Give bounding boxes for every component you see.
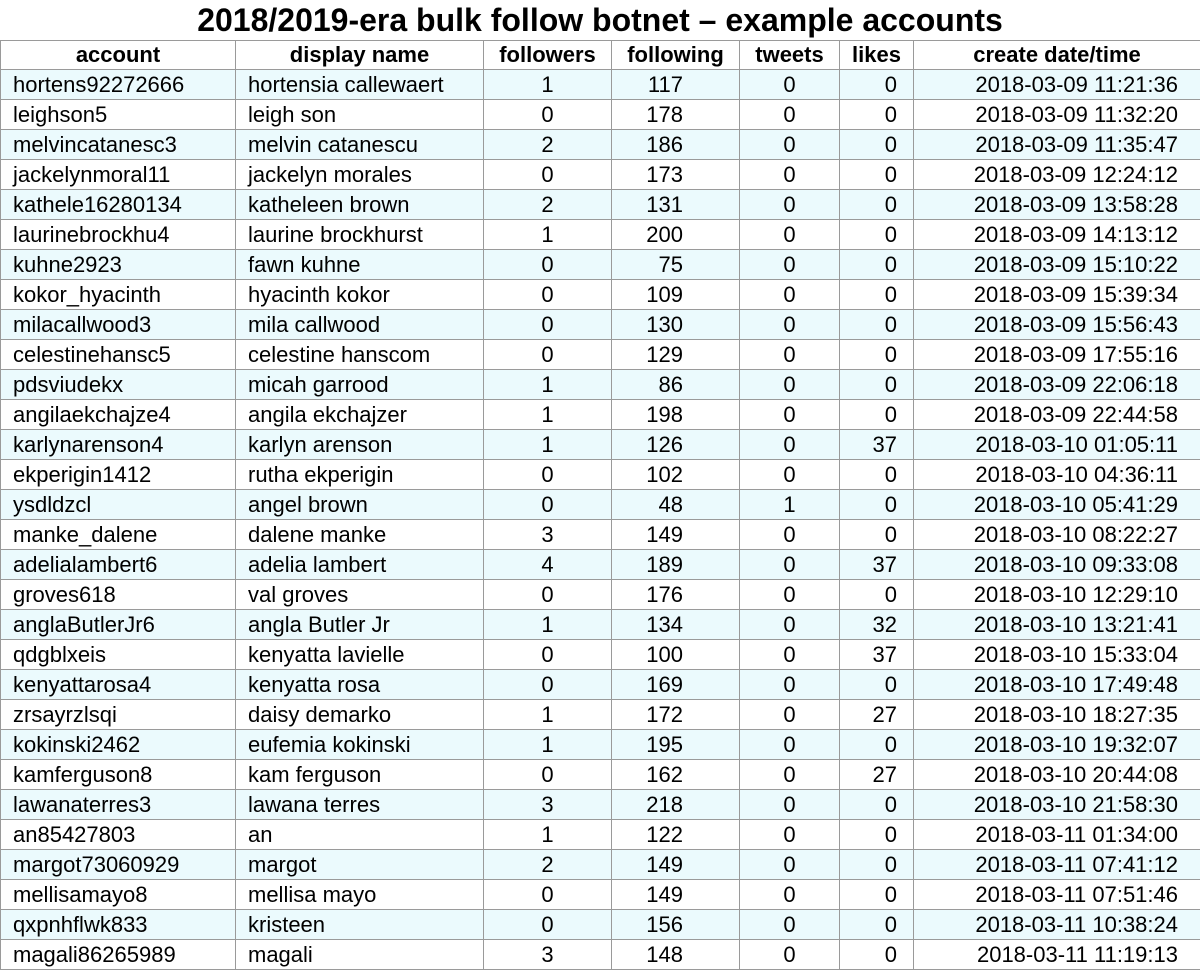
table-row xyxy=(1,190,1200,220)
table-row xyxy=(1,670,1200,700)
cell-likes: 0 xyxy=(840,490,914,520)
cell-likes: 0 xyxy=(840,70,914,100)
cell-followers: 0 xyxy=(484,670,612,700)
cell-likes: 0 xyxy=(840,190,914,220)
cell-account: melvincatanesc3 xyxy=(1,130,236,160)
column-header-display-name: display name xyxy=(236,41,484,70)
cell-create-date: 2018-03-11 01:34:00 xyxy=(914,820,1200,850)
cell-likes: 0 xyxy=(840,520,914,550)
cell-likes: 0 xyxy=(840,850,914,880)
cell-create-date: 2018-03-10 09:33:08 xyxy=(914,550,1200,580)
cell-followers: 0 xyxy=(484,490,612,520)
cell-tweets: 0 xyxy=(740,820,840,850)
column-header-likes: likes xyxy=(840,41,914,70)
table-row xyxy=(1,250,1200,280)
cell-create-date: 2018-03-10 13:21:41 xyxy=(914,610,1200,640)
cell-tweets: 0 xyxy=(740,520,840,550)
table-row xyxy=(1,400,1200,430)
cell-following: 126 xyxy=(612,430,740,460)
cell-display-name: adelia lambert xyxy=(236,550,484,580)
cell-following: 117 xyxy=(612,70,740,100)
cell-account: kathele16280134 xyxy=(1,190,236,220)
cell-likes: 37 xyxy=(840,430,914,460)
cell-account: ekperigin1412 xyxy=(1,460,236,490)
table-row xyxy=(1,280,1200,310)
cell-account: margot73060929 xyxy=(1,850,236,880)
cell-following: 169 xyxy=(612,670,740,700)
table-row xyxy=(1,700,1200,730)
table-row xyxy=(1,550,1200,580)
cell-likes: 0 xyxy=(840,340,914,370)
cell-likes: 0 xyxy=(840,400,914,430)
cell-tweets: 0 xyxy=(740,340,840,370)
cell-likes: 0 xyxy=(840,250,914,280)
table-row xyxy=(1,760,1200,790)
cell-following: 149 xyxy=(612,880,740,910)
cell-tweets: 0 xyxy=(740,220,840,250)
cell-create-date: 2018-03-09 11:21:36 xyxy=(914,70,1200,100)
cell-display-name: kam ferguson xyxy=(236,760,484,790)
cell-tweets: 0 xyxy=(740,280,840,310)
accounts-table xyxy=(0,40,1200,970)
table-row xyxy=(1,160,1200,190)
table-header-row xyxy=(1,41,1200,70)
cell-account: karlynarenson4 xyxy=(1,430,236,460)
cell-account: an85427803 xyxy=(1,820,236,850)
cell-likes: 37 xyxy=(840,550,914,580)
cell-create-date: 2018-03-11 07:51:46 xyxy=(914,880,1200,910)
cell-tweets: 0 xyxy=(740,70,840,100)
cell-create-date: 2018-03-09 15:39:34 xyxy=(914,280,1200,310)
cell-display-name: lawana terres xyxy=(236,790,484,820)
cell-account: qxpnhflwk833 xyxy=(1,910,236,940)
table-row xyxy=(1,580,1200,610)
cell-display-name: hortensia callewaert xyxy=(236,70,484,100)
cell-followers: 0 xyxy=(484,280,612,310)
cell-create-date: 2018-03-09 12:24:12 xyxy=(914,160,1200,190)
cell-following: 218 xyxy=(612,790,740,820)
cell-followers: 1 xyxy=(484,220,612,250)
cell-create-date: 2018-03-10 08:22:27 xyxy=(914,520,1200,550)
table-row xyxy=(1,520,1200,550)
cell-display-name: hyacinth kokor xyxy=(236,280,484,310)
cell-following: 148 xyxy=(612,940,740,970)
cell-followers: 1 xyxy=(484,400,612,430)
cell-tweets: 0 xyxy=(740,910,840,940)
cell-create-date: 2018-03-09 22:44:58 xyxy=(914,400,1200,430)
table-row xyxy=(1,790,1200,820)
table-row xyxy=(1,430,1200,460)
cell-create-date: 2018-03-10 17:49:48 xyxy=(914,670,1200,700)
cell-likes: 0 xyxy=(840,130,914,160)
cell-create-date: 2018-03-09 13:58:28 xyxy=(914,190,1200,220)
table-row xyxy=(1,130,1200,160)
cell-tweets: 0 xyxy=(740,880,840,910)
table-row xyxy=(1,70,1200,100)
cell-account: kokinski2462 xyxy=(1,730,236,760)
cell-likes: 27 xyxy=(840,760,914,790)
cell-following: 198 xyxy=(612,400,740,430)
cell-tweets: 0 xyxy=(740,550,840,580)
cell-followers: 0 xyxy=(484,880,612,910)
cell-likes: 0 xyxy=(840,460,914,490)
cell-following: 178 xyxy=(612,100,740,130)
cell-likes: 0 xyxy=(840,310,914,340)
cell-account: celestinehansc5 xyxy=(1,340,236,370)
cell-likes: 37 xyxy=(840,640,914,670)
column-header-followers: followers xyxy=(484,41,612,70)
page-title: 2018/2019-era bulk follow botnet – example accounts xyxy=(197,2,1003,38)
cell-following: 100 xyxy=(612,640,740,670)
cell-display-name: eufemia kokinski xyxy=(236,730,484,760)
cell-create-date: 2018-03-10 12:29:10 xyxy=(914,580,1200,610)
cell-create-date: 2018-03-11 07:41:12 xyxy=(914,850,1200,880)
cell-display-name: angla Butler Jr xyxy=(236,610,484,640)
cell-account: hortens92272666 xyxy=(1,70,236,100)
cell-tweets: 0 xyxy=(740,730,840,760)
table-row xyxy=(1,910,1200,940)
cell-likes: 27 xyxy=(840,700,914,730)
cell-followers: 2 xyxy=(484,190,612,220)
cell-following: 195 xyxy=(612,730,740,760)
cell-tweets: 0 xyxy=(740,130,840,160)
cell-tweets: 0 xyxy=(740,760,840,790)
cell-create-date: 2018-03-09 11:32:20 xyxy=(914,100,1200,130)
cell-following: 149 xyxy=(612,850,740,880)
cell-display-name: celestine hanscom xyxy=(236,340,484,370)
cell-create-date: 2018-03-09 14:13:12 xyxy=(914,220,1200,250)
table-row xyxy=(1,370,1200,400)
table-row xyxy=(1,940,1200,970)
cell-followers: 1 xyxy=(484,820,612,850)
cell-following: 176 xyxy=(612,580,740,610)
cell-following: 122 xyxy=(612,820,740,850)
table-row xyxy=(1,490,1200,520)
cell-create-date: 2018-03-09 15:10:22 xyxy=(914,250,1200,280)
cell-display-name: margot xyxy=(236,850,484,880)
cell-likes: 0 xyxy=(840,280,914,310)
cell-tweets: 0 xyxy=(740,640,840,670)
cell-account: zrsayrzlsqi xyxy=(1,700,236,730)
cell-tweets: 0 xyxy=(740,700,840,730)
cell-tweets: 0 xyxy=(740,580,840,610)
cell-likes: 0 xyxy=(840,940,914,970)
cell-likes: 0 xyxy=(840,580,914,610)
cell-create-date: 2018-03-10 21:58:30 xyxy=(914,790,1200,820)
cell-likes: 0 xyxy=(840,370,914,400)
cell-create-date: 2018-03-10 04:36:11 xyxy=(914,460,1200,490)
cell-tweets: 0 xyxy=(740,250,840,280)
cell-tweets: 0 xyxy=(740,610,840,640)
cell-tweets: 0 xyxy=(740,100,840,130)
table-row xyxy=(1,220,1200,250)
cell-likes: 0 xyxy=(840,880,914,910)
cell-tweets: 0 xyxy=(740,670,840,700)
column-header-tweets: tweets xyxy=(740,41,840,70)
cell-followers: 0 xyxy=(484,460,612,490)
cell-following: 102 xyxy=(612,460,740,490)
column-header-account: account xyxy=(1,41,236,70)
cell-following: 134 xyxy=(612,610,740,640)
cell-likes: 0 xyxy=(840,160,914,190)
cell-followers: 1 xyxy=(484,430,612,460)
cell-create-date: 2018-03-10 19:32:07 xyxy=(914,730,1200,760)
cell-display-name: mila callwood xyxy=(236,310,484,340)
column-header-following: following xyxy=(612,41,740,70)
table-row xyxy=(1,880,1200,910)
cell-followers: 2 xyxy=(484,130,612,160)
cell-create-date: 2018-03-09 15:56:43 xyxy=(914,310,1200,340)
column-header-create-date: create date/time xyxy=(914,41,1200,70)
table-row xyxy=(1,730,1200,760)
table-row xyxy=(1,610,1200,640)
cell-following: 131 xyxy=(612,190,740,220)
cell-display-name: rutha ekperigin xyxy=(236,460,484,490)
cell-tweets: 0 xyxy=(740,850,840,880)
cell-following: 129 xyxy=(612,340,740,370)
cell-following: 130 xyxy=(612,310,740,340)
cell-account: adelialambert6 xyxy=(1,550,236,580)
cell-following: 189 xyxy=(612,550,740,580)
cell-display-name: dalene manke xyxy=(236,520,484,550)
cell-account: laurinebrockhu4 xyxy=(1,220,236,250)
table-row xyxy=(1,850,1200,880)
cell-following: 172 xyxy=(612,700,740,730)
cell-account: jackelynmoral11 xyxy=(1,160,236,190)
cell-followers: 0 xyxy=(484,910,612,940)
cell-followers: 3 xyxy=(484,790,612,820)
cell-account: lawanaterres3 xyxy=(1,790,236,820)
cell-display-name: leigh son xyxy=(236,100,484,130)
cell-create-date: 2018-03-09 17:55:16 xyxy=(914,340,1200,370)
cell-tweets: 0 xyxy=(740,430,840,460)
cell-followers: 2 xyxy=(484,850,612,880)
table-row xyxy=(1,340,1200,370)
cell-followers: 0 xyxy=(484,160,612,190)
table-row xyxy=(1,310,1200,340)
cell-following: 86 xyxy=(612,370,740,400)
cell-create-date: 2018-03-10 15:33:04 xyxy=(914,640,1200,670)
cell-following: 173 xyxy=(612,160,740,190)
cell-tweets: 0 xyxy=(740,190,840,220)
cell-account: kamferguson8 xyxy=(1,760,236,790)
table-row xyxy=(1,820,1200,850)
cell-display-name: angila ekchajzer xyxy=(236,400,484,430)
cell-display-name: magali xyxy=(236,940,484,970)
cell-display-name: micah garrood xyxy=(236,370,484,400)
cell-create-date: 2018-03-10 01:05:11 xyxy=(914,430,1200,460)
cell-create-date: 2018-03-10 20:44:08 xyxy=(914,760,1200,790)
cell-account: mellisamayo8 xyxy=(1,880,236,910)
cell-tweets: 0 xyxy=(740,310,840,340)
cell-display-name: laurine brockhurst xyxy=(236,220,484,250)
cell-followers: 0 xyxy=(484,250,612,280)
cell-account: angilaekchajze4 xyxy=(1,400,236,430)
cell-display-name: angel brown xyxy=(236,490,484,520)
cell-followers: 4 xyxy=(484,550,612,580)
cell-following: 149 xyxy=(612,520,740,550)
cell-following: 162 xyxy=(612,760,740,790)
cell-tweets: 0 xyxy=(740,400,840,430)
cell-account: magali86265989 xyxy=(1,940,236,970)
cell-followers: 0 xyxy=(484,340,612,370)
cell-following: 48 xyxy=(612,490,740,520)
cell-likes: 32 xyxy=(840,610,914,640)
cell-following: 156 xyxy=(612,910,740,940)
cell-following: 75 xyxy=(612,250,740,280)
cell-followers: 1 xyxy=(484,370,612,400)
cell-followers: 0 xyxy=(484,100,612,130)
cell-followers: 1 xyxy=(484,700,612,730)
cell-display-name: jackelyn morales xyxy=(236,160,484,190)
cell-tweets: 0 xyxy=(740,370,840,400)
table-row xyxy=(1,640,1200,670)
cell-account: pdsviudekx xyxy=(1,370,236,400)
table-row xyxy=(1,100,1200,130)
cell-display-name: katheleen brown xyxy=(236,190,484,220)
cell-followers: 0 xyxy=(484,580,612,610)
cell-account: ysdldzcl xyxy=(1,490,236,520)
cell-display-name: kenyatta rosa xyxy=(236,670,484,700)
cell-following: 186 xyxy=(612,130,740,160)
cell-account: leighson5 xyxy=(1,100,236,130)
cell-account: kokor_hyacinth xyxy=(1,280,236,310)
cell-tweets: 0 xyxy=(740,940,840,970)
cell-display-name: kristeen xyxy=(236,910,484,940)
cell-followers: 3 xyxy=(484,520,612,550)
cell-account: groves618 xyxy=(1,580,236,610)
cell-account: anglaButlerJr6 xyxy=(1,610,236,640)
cell-create-date: 2018-03-10 05:41:29 xyxy=(914,490,1200,520)
cell-display-name: karlyn arenson xyxy=(236,430,484,460)
cell-likes: 0 xyxy=(840,220,914,250)
cell-followers: 0 xyxy=(484,640,612,670)
cell-display-name: daisy demarko xyxy=(236,700,484,730)
cell-account: kuhne2923 xyxy=(1,250,236,280)
cell-likes: 0 xyxy=(840,730,914,760)
cell-likes: 0 xyxy=(840,790,914,820)
cell-followers: 3 xyxy=(484,940,612,970)
cell-likes: 0 xyxy=(840,910,914,940)
cell-display-name: an xyxy=(236,820,484,850)
cell-create-date: 2018-03-09 22:06:18 xyxy=(914,370,1200,400)
table-body xyxy=(1,70,1200,970)
cell-display-name: mellisa mayo xyxy=(236,880,484,910)
cell-account: manke_dalene xyxy=(1,520,236,550)
cell-create-date: 2018-03-11 11:19:13 xyxy=(914,940,1200,970)
cell-display-name: melvin catanescu xyxy=(236,130,484,160)
cell-likes: 0 xyxy=(840,100,914,130)
cell-account: milacallwood3 xyxy=(1,310,236,340)
cell-tweets: 0 xyxy=(740,160,840,190)
cell-account: qdgblxeis xyxy=(1,640,236,670)
cell-tweets: 1 xyxy=(740,490,840,520)
cell-display-name: fawn kuhne xyxy=(236,250,484,280)
cell-following: 109 xyxy=(612,280,740,310)
cell-create-date: 2018-03-09 11:35:47 xyxy=(914,130,1200,160)
cell-tweets: 0 xyxy=(740,790,840,820)
cell-tweets: 0 xyxy=(740,460,840,490)
cell-followers: 1 xyxy=(484,70,612,100)
table-row xyxy=(1,460,1200,490)
cell-display-name: val groves xyxy=(236,580,484,610)
cell-create-date: 2018-03-11 10:38:24 xyxy=(914,910,1200,940)
cell-following: 200 xyxy=(612,220,740,250)
cell-followers: 1 xyxy=(484,730,612,760)
cell-account: kenyattarosa4 xyxy=(1,670,236,700)
cell-likes: 0 xyxy=(840,820,914,850)
cell-display-name: kenyatta lavielle xyxy=(236,640,484,670)
cell-followers: 0 xyxy=(484,760,612,790)
cell-followers: 1 xyxy=(484,610,612,640)
cell-likes: 0 xyxy=(840,670,914,700)
cell-create-date: 2018-03-10 18:27:35 xyxy=(914,700,1200,730)
cell-followers: 0 xyxy=(484,310,612,340)
